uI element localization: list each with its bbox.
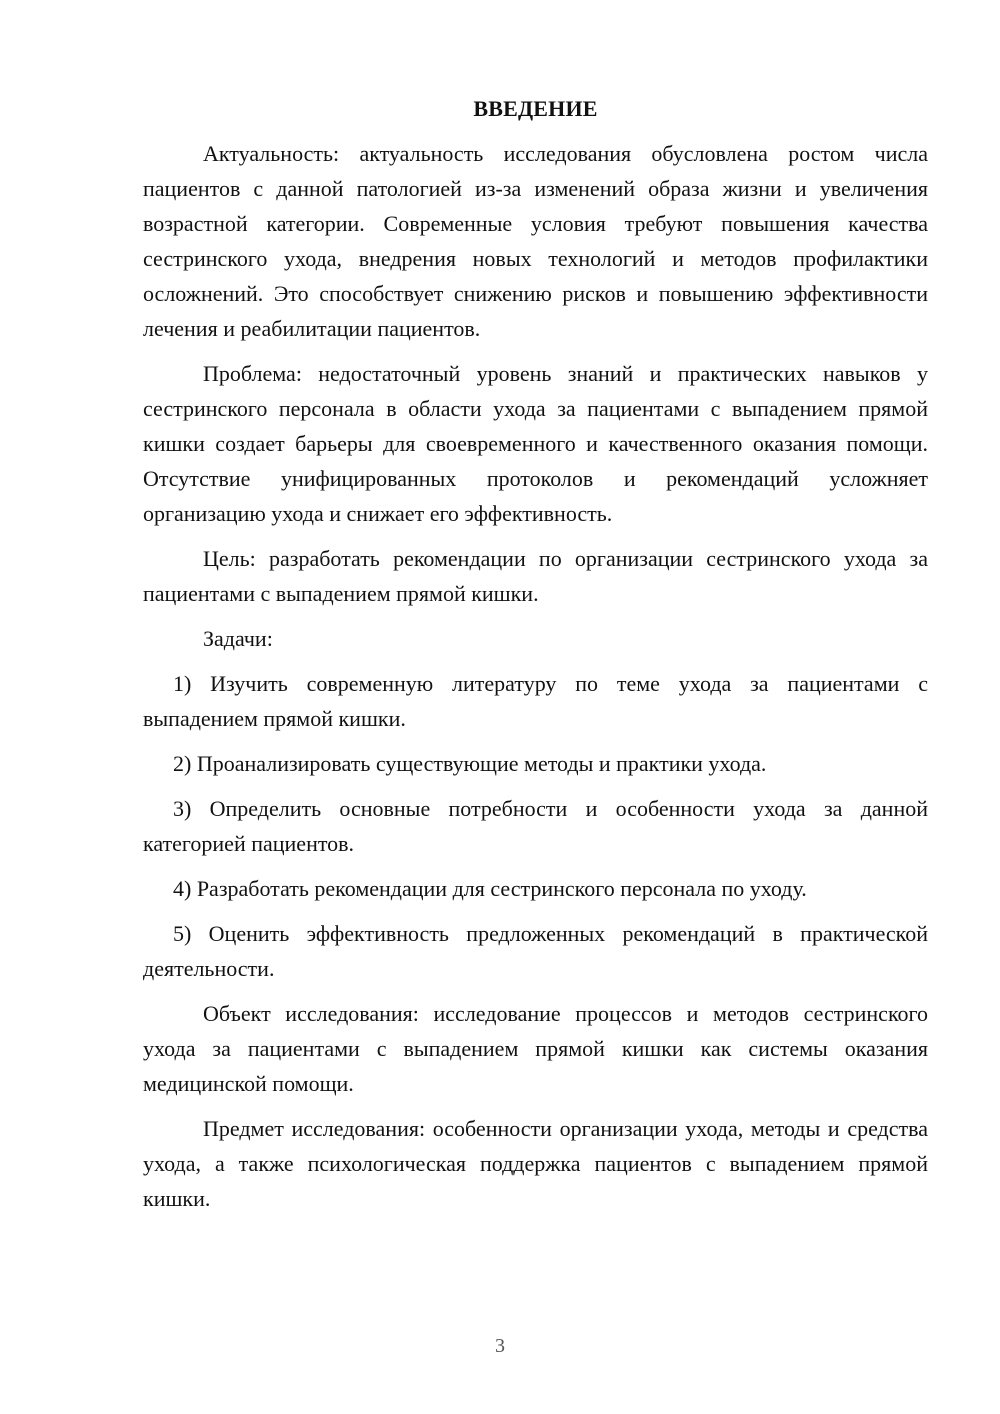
task-item-3: 3) Определить основные потребности и особенности ухода за данной категорией пациентов. bbox=[143, 796, 928, 856]
page-number: 3 bbox=[495, 1335, 505, 1357]
section-title: ВВЕДЕНИЕ bbox=[473, 96, 598, 121]
task-item-5: 5) Оценить эффективность предложенных рекомендаций в практической деятельности. bbox=[143, 921, 928, 981]
page-content bbox=[143, 94, 928, 1216]
task-item-4: 4) Разработать рекомендации для сестринского персонала по уходу. bbox=[173, 876, 807, 901]
goal-paragraph: Цель: разработать рекомендации по организации сестринского ухода за пациентами с выпадением прямой кишки. bbox=[143, 546, 928, 606]
object-paragraph: Объект исследования: исследование процессов и методов сестринского ухода за пациентами с выпадением прямой кишки как системы оказания медицинской помощи. bbox=[143, 1001, 928, 1096]
task-item-2: 2) Проанализировать существующие методы и практики ухода. bbox=[173, 751, 767, 776]
task-item-1: 1) Изучить современную литературу по теме ухода за пациентами с выпадением прямой кишки. bbox=[143, 671, 928, 731]
relevance-paragraph: Актуальность: актуальность исследования обусловлена ростом числа пациентов с данной патологией из-за изменений образа жизни и увеличения возрастной категории. Современные условия требуют повышения качества сестринского ухода, внедрения новых технологий и методов профилактики осложнений. Это способствует снижению рисков и повышению эффективности лечения и реабилитации пациентов. bbox=[143, 141, 928, 341]
subject-paragraph: Предмет исследования: особенности организации ухода, методы и средства ухода, а также психологическая поддержка пациентов с выпадением прямой кишки. bbox=[143, 1116, 928, 1211]
problem-paragraph: Проблема: недостаточный уровень знаний и практических навыков у сестринского персонала в области ухода за пациентами с выпадением прямой кишки создает барьеры для своевременного и качественного оказания помощи. Отсутствие унифицированных протоколов и рекомендаций усложняет организацию ухода и снижает его эффективность. bbox=[143, 361, 928, 526]
tasks-heading: Задачи: bbox=[203, 626, 273, 651]
